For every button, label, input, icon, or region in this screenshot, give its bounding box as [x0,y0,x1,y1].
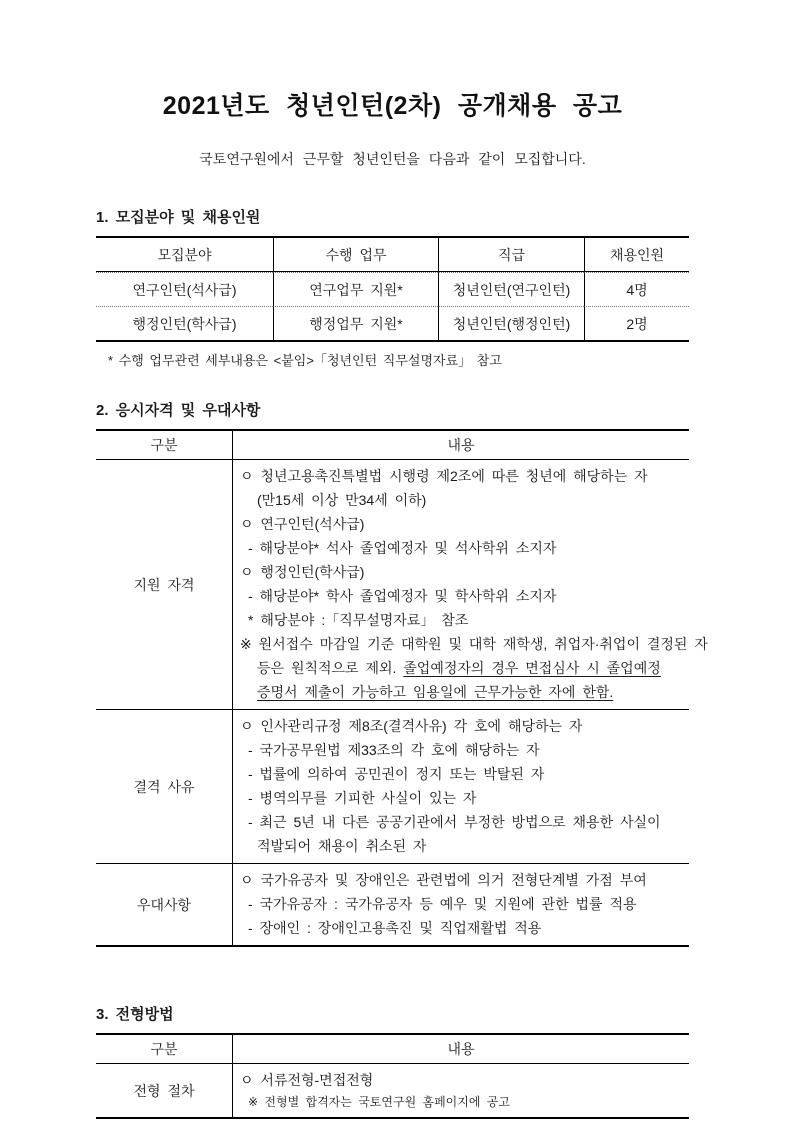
cell-qualification-detail [233,460,708,709]
cell-disqualification-detail [233,709,689,863]
table-row [96,306,689,340]
section2-heading: 2. 응시자격 및 우대사항 [96,402,261,419]
text-line: ㅇ 연구인턴(석사급) [240,516,365,532]
cell-field: 행정인턴(학사급) [96,306,273,340]
row-label-disqualification: 결격 사유 [96,709,233,863]
text-line: - 국가공무원법 제33조의 각 호에 해당하는 자 [248,742,540,758]
col-header-field: 모집분야 [96,238,273,272]
cell-position: 청년인턴(행정인턴) [438,306,584,340]
eligibility-table [96,429,708,947]
text-line: ※ 원서접수 마감일 기준 대학원 및 대학 재학생, 취업자·취업이 결정된 자 [240,636,708,652]
cell-field: 연구인턴(석사급) [96,272,273,306]
table-row-qualification [96,460,689,709]
document-content [96,0,708,1119]
text-line: ㅇ 청년고용촉진특별법 시행령 제2조에 따른 청년에 해당하는 자 [240,468,648,484]
text-line: 등은 원칙적으로 제외. 졸업예정자의 경우 면접심사 시 졸업예정 [257,660,661,676]
col-header-category: 구분 [96,1035,233,1064]
text-line: ㅇ 서류전형-면접전형 [240,1072,374,1088]
section-eligibility [96,399,708,947]
text-line: - 최근 5년 내 다른 공공기관에서 부정한 방법으로 채용한 사실이 [248,814,661,830]
section-recruitment [96,206,689,369]
col-header-duty: 수행 업무 [273,238,438,272]
cell-duty: 행정업무 지원* [273,306,438,340]
col-header-detail: 내용 [233,431,689,460]
underlined-text: 졸업예정자의 경우 면접심사 시 졸업예정 [403,660,661,676]
text-line: ※ 전형별 합격자는 국토연구원 홈페이지에 공고 [248,1095,510,1109]
text-line: - 법률에 의하여 공민권이 정지 또는 박탈된 자 [248,766,545,782]
text-line: - 장애인 : 장애인고용촉진 및 직업재활법 적용 [248,920,542,936]
section-selection-method [96,1003,689,1119]
table-footnote: * 수행 업무관련 세부내용은 <붙임>「청년인턴 직무설명자료」 참고 [108,353,502,368]
cell-procedure-detail [233,1064,689,1117]
col-header-headcount: 채용인원 [584,238,689,272]
recruitment-table [96,236,689,342]
cell-duty: 연구업무 지원* [273,272,438,306]
selection-table [96,1033,689,1119]
cell-headcount: 4명 [584,272,689,306]
underlined-text: 증명서 제출이 가능하고 임용일에 근무가능한 자에 한함. [257,684,614,700]
col-header-category: 구분 [96,431,233,460]
table-row-disqualification [96,709,689,863]
recruitment-table-header-row [96,238,689,272]
selection-table-header-row [96,1035,689,1064]
row-label-qualification: 지원 자격 [96,460,233,709]
text-line: - 병역의무를 기피한 사실이 있는 자 [248,790,477,806]
document-subtitle: 국토연구원에서 근무할 청년인턴을 다음과 같이 모집합니다. [199,151,586,167]
eligibility-table-header-row [96,431,689,460]
section3-heading: 3. 전형방법 [96,1006,174,1023]
text-line: ㅇ 인사관리규정 제8조(결격사유) 각 호에 해당하는 자 [240,718,583,734]
document-title: 2021년도 청년인턴(2차) 공개채용 공고 [162,92,623,120]
row-label-preference: 우대사항 [96,863,233,945]
table-row-procedure [96,1064,689,1117]
text-line: ㅇ 행정인턴(학사급) [240,564,365,580]
cell-headcount: 2명 [584,306,689,340]
row-label-procedure: 전형 절차 [96,1064,233,1117]
text-line: - 해당분야* 학사 졸업예정자 및 학사학위 소지자 [248,588,557,604]
text-line: - 국가유공자 : 국가유공자 등 예우 및 지원에 관한 법률 적용 [248,896,637,912]
col-header-detail: 내용 [233,1035,689,1064]
text-line: 적발되어 채용이 취소된 자 [257,838,427,854]
text-line: - 해당분야* 석사 졸업예정자 및 석사학위 소지자 [248,540,557,556]
cell-preference-detail [233,863,689,945]
text-line [240,680,683,704]
cell-position: 청년인턴(연구인턴) [438,272,584,306]
text-line: ㅇ 국가유공자 및 장애인은 관련법에 의거 전형단계별 가점 부여 [240,872,647,888]
table-row [96,272,689,306]
table-row-preference [96,863,689,945]
text-line: * 해당분야 :「직무설명자료」 참조 [248,612,469,628]
text-line: (만15세 이상 만34세 이하) [257,492,427,508]
section1-heading: 1. 모집분야 및 채용인원 [96,209,261,226]
col-header-position: 직급 [438,238,584,272]
